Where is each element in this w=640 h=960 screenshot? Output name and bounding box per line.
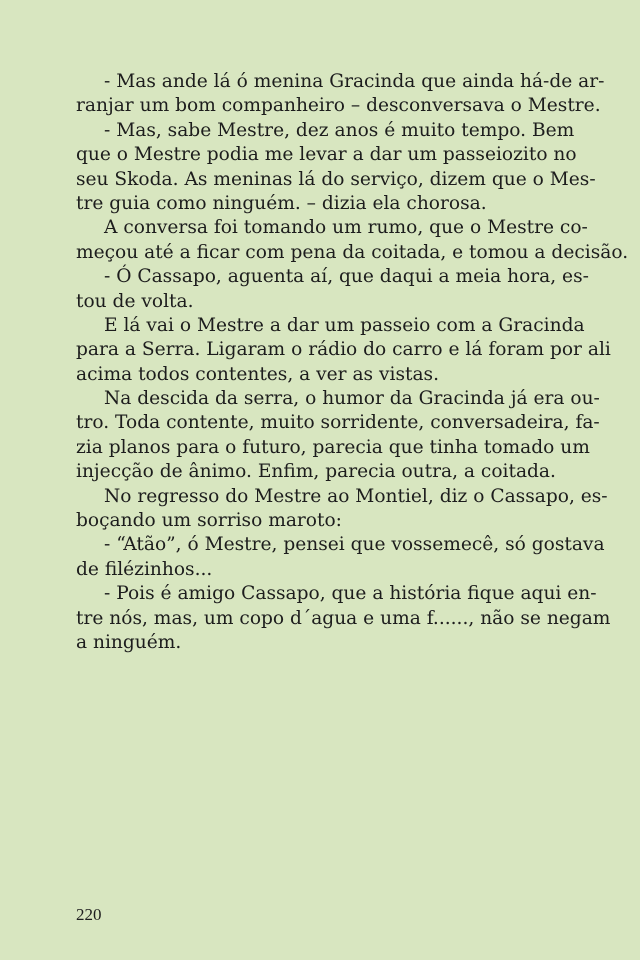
text-line: meçou até a ficar com pena da coitada, e tomou a decisão. [76, 241, 629, 263]
text-line: injecção de ânimo. Enfim, parecia outra, a coitada. [76, 461, 556, 483]
body-text [76, 70, 629, 655]
page-number: 220 [76, 905, 102, 924]
text-line: a ninguém. [76, 631, 182, 653]
text-line: No regresso do Mestre ao Montiel, diz o Cassapo, es- [104, 485, 608, 507]
text-line: acima todos contentes, a ver as vistas. [76, 363, 440, 385]
text-line: - Mas ande lá ó menina Gracinda que ainda há-de ar- [104, 71, 605, 92]
text-line: boçando um sorriso maroto: [76, 510, 342, 532]
text-line: ranjar um bom companheiro – desconversava o Mestre. [76, 95, 601, 117]
text-line: tro. Toda contente, muito sorridente, conversadeira, fa- [76, 412, 600, 434]
text-line: zia planos para o futuro, parecia que tinha tomado um [76, 436, 590, 458]
text-line: que o Mestre podia me levar a dar um passeiozito no [76, 144, 577, 166]
text-line: de filézinhos... [76, 558, 213, 580]
text-line: tre guia como ninguém. – dizia ela chorosa. [76, 192, 487, 214]
text-line: A conversa foi tomando um rumo, que o Mestre co- [104, 217, 588, 239]
text-line: - “Atão”, ó Mestre, pensei que vossemecê, só gostava [104, 534, 605, 556]
text-line: tou de volta. [76, 290, 194, 312]
text-line: - Pois é amigo Cassapo, que a história fique aqui en- [104, 583, 597, 605]
text-line: Na descida da serra, o humor da Gracinda já era ou- [104, 388, 600, 410]
text-line: tre nós, mas, um copo d´agua e uma f......, não se negam [76, 607, 611, 629]
text-line: seu Skoda. As meninas lá do serviço, dizem que o Mes- [76, 168, 596, 190]
text-line: - Ó Cassapo, aguenta aí, que daqui a meia hora, es- [104, 266, 589, 288]
text-line: - Mas, sabe Mestre, dez anos é muito tempo. Bem [104, 119, 575, 141]
text-line: para a Serra. Ligaram o rádio do carro e lá foram por ali [76, 339, 611, 361]
text-line: E lá vai o Mestre a dar um passeio com a Gracinda [104, 314, 585, 336]
